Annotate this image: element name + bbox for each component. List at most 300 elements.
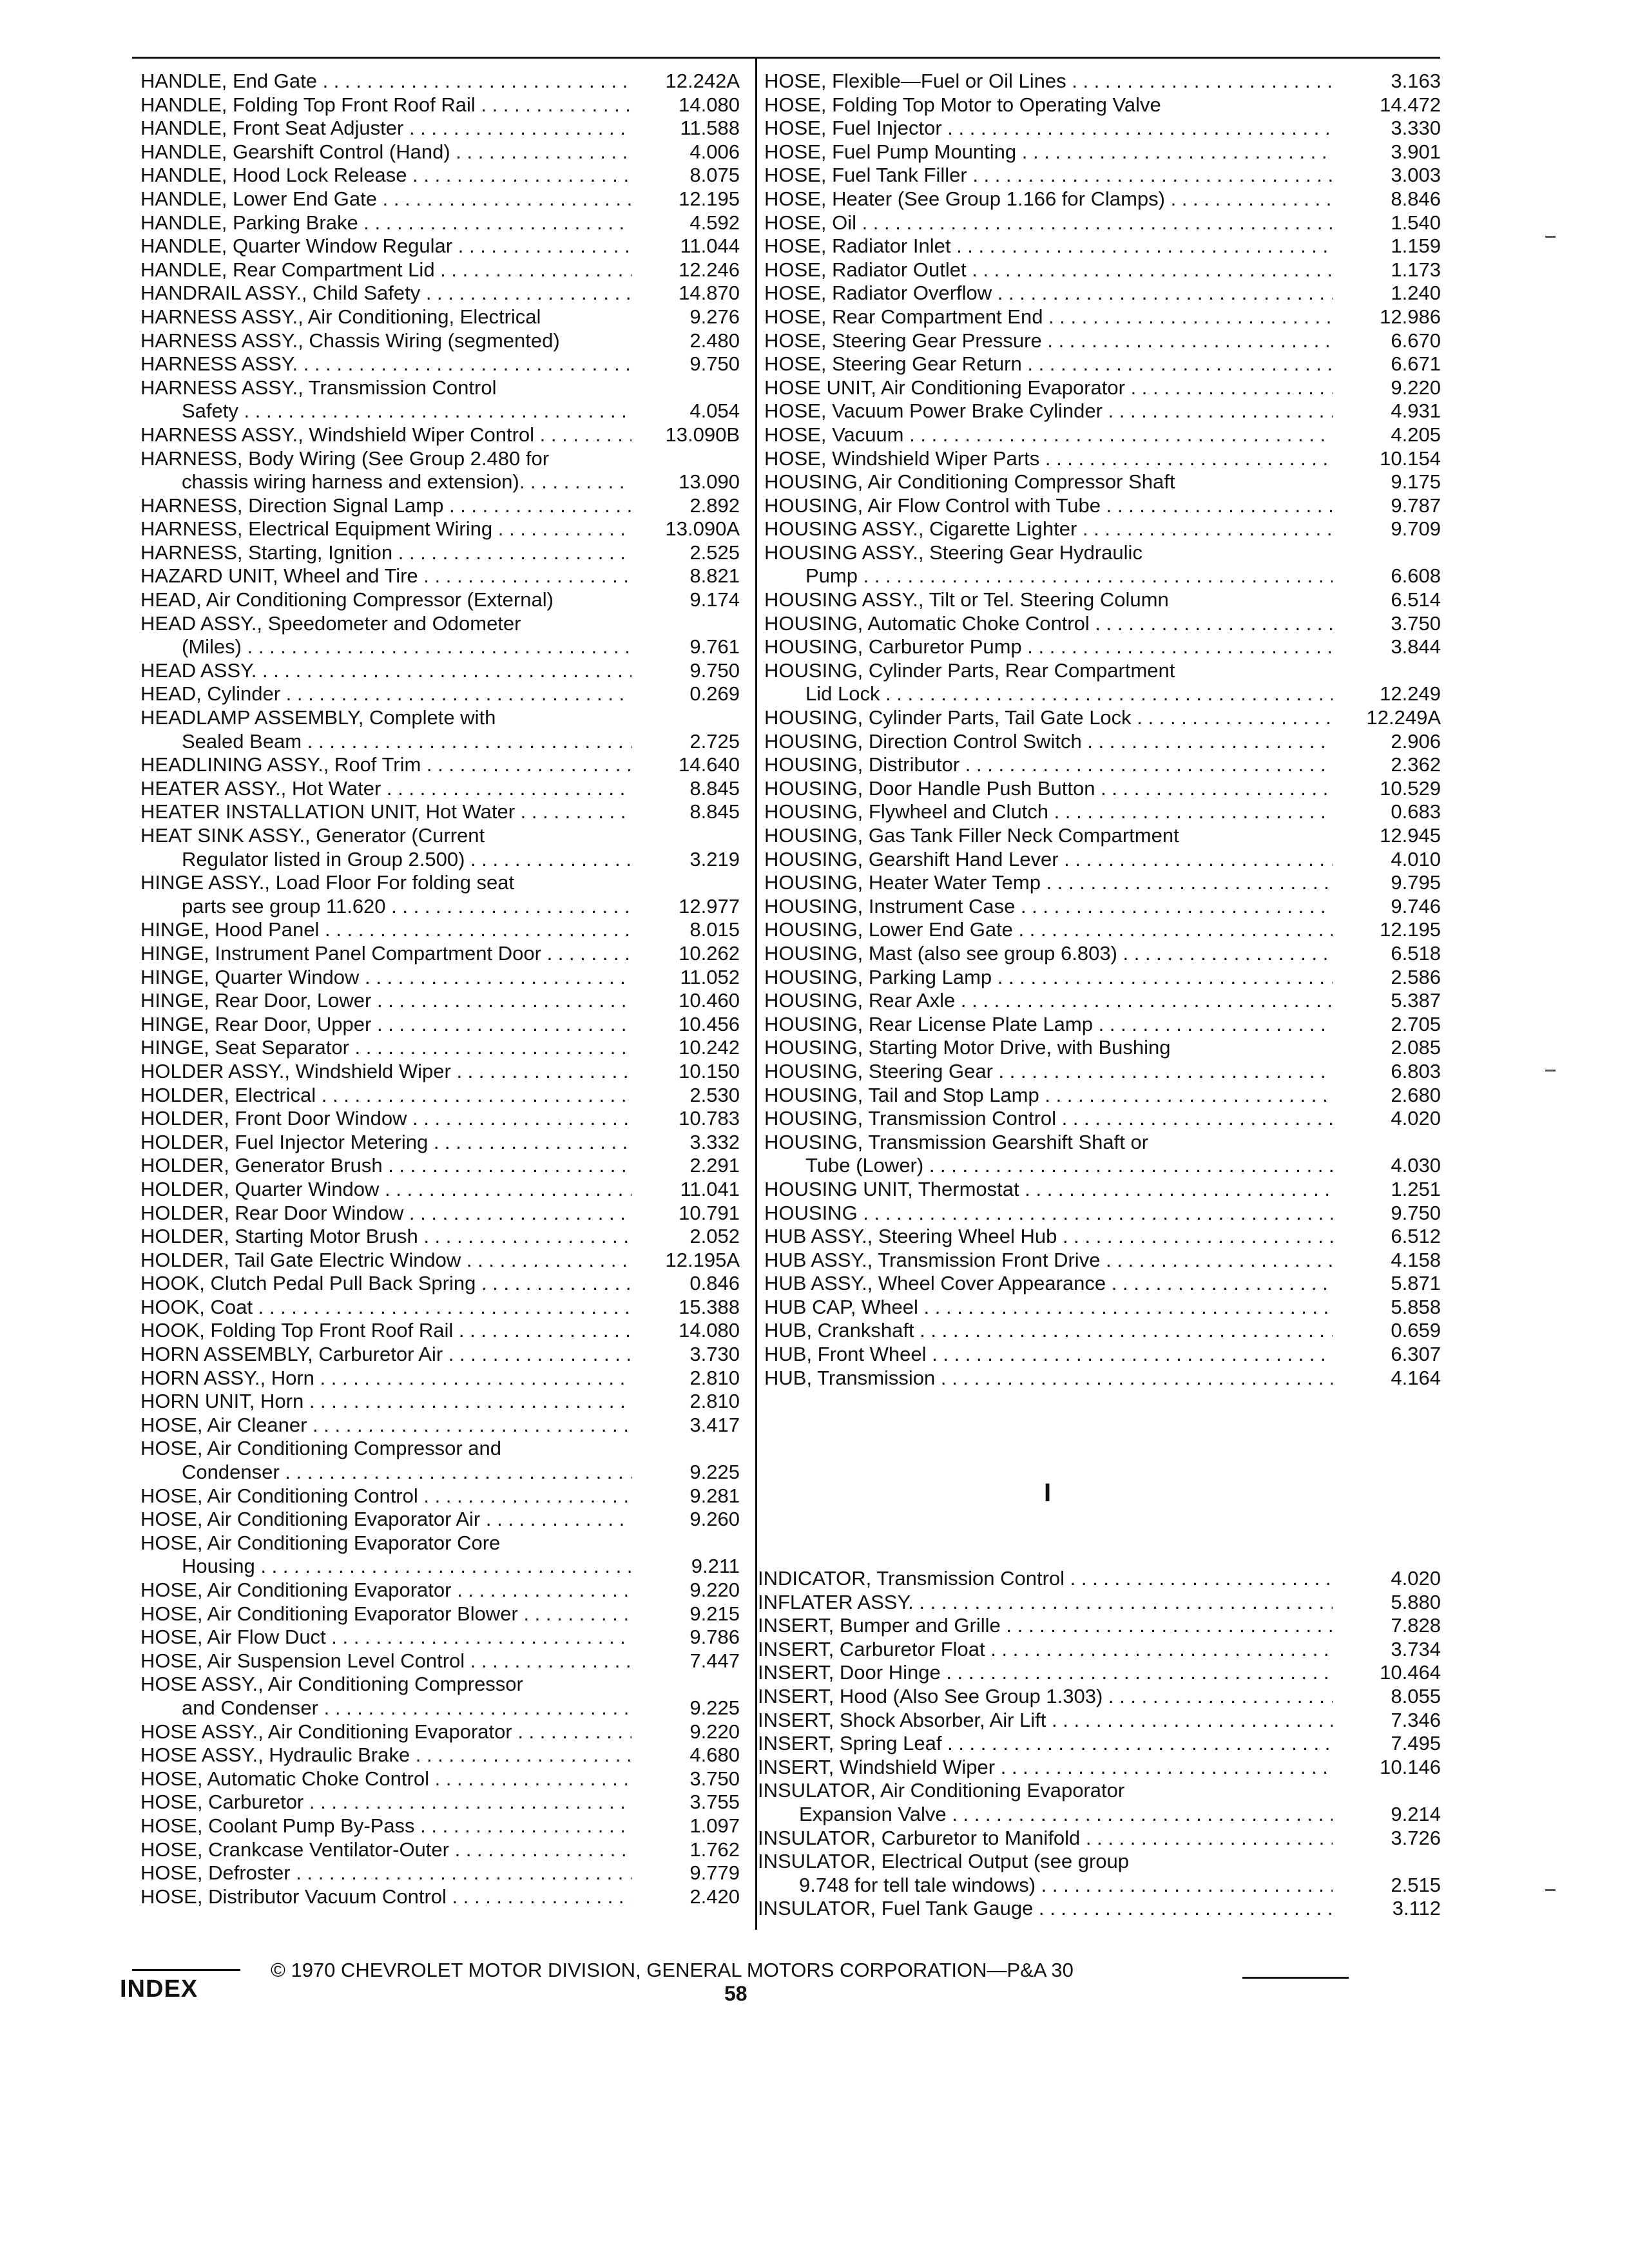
- entry-name: HEAD ASSY. . . .: [140, 659, 631, 683]
- index-entry: [758, 1732, 1441, 1756]
- entry-name: HUB ASSY., Wheel Cover Appearance . . .: [764, 1272, 1333, 1296]
- entry-name: HOSE, Radiator Inlet . . .: [764, 235, 1333, 258]
- index-entry: [140, 1060, 740, 1084]
- top-rule: [132, 57, 1440, 59]
- entry-reference: 8.015: [689, 918, 740, 941]
- entry-name: HOLDER, Electrical . . .: [140, 1084, 631, 1108]
- index-entry: [140, 635, 740, 659]
- column-divider: [755, 58, 757, 1930]
- entry-name: HINGE, Rear Door, Upper . . .: [140, 1013, 631, 1037]
- entry-reference: 1.251: [1391, 1177, 1441, 1200]
- entry-name: HEATER INSTALLATION UNIT, Hot Water . . .: [140, 800, 631, 824]
- entry-reference: 10.783: [679, 1107, 740, 1130]
- entry-reference: 8.821: [689, 564, 740, 588]
- index-entry: [758, 1850, 1441, 1874]
- entry-reference: 2.530: [689, 1083, 740, 1106]
- entry-reference: 4.931: [1391, 399, 1441, 423]
- index-entry: [764, 706, 1441, 730]
- entry-reference: 10.154: [1380, 447, 1441, 470]
- entry-reference: 9.225: [689, 1696, 740, 1719]
- entry-name: HOLDER, Tail Gate Electric Window . . .: [140, 1249, 631, 1273]
- index-entry: [140, 399, 740, 423]
- entry-name: HOSE, Steering Gear Return . . .: [764, 352, 1333, 376]
- entry-name: HANDLE, Parking Brake . . .: [140, 211, 631, 235]
- index-entry: [764, 235, 1441, 258]
- entry-reference: 2.515: [1391, 1873, 1441, 1896]
- index-entry: [140, 1367, 740, 1390]
- index-entry: [764, 1107, 1441, 1131]
- entry-name: Condenser . . .: [140, 1461, 631, 1485]
- entry-name: HOSE, Heater (See Group 1.166 for Clamps) . . .: [764, 187, 1333, 211]
- entry-name: HOUSING, Carburetor Pump . . .: [764, 635, 1333, 659]
- entry-reference: 9.787: [1391, 494, 1441, 517]
- index-entry: [764, 871, 1441, 895]
- entry-reference: 10.464: [1380, 1661, 1441, 1684]
- entry-name: INSULATOR, Air Conditioning Evaporator: [758, 1779, 1125, 1802]
- index-entry: [764, 164, 1441, 187]
- entry-reference: 4.020: [1391, 1567, 1441, 1590]
- index-entry: [764, 117, 1441, 140]
- index-entry: [764, 140, 1441, 164]
- entry-name: HOSE, Oil . . .: [764, 211, 1333, 235]
- entry-reference: 13.090: [679, 470, 740, 494]
- index-entry: [764, 1154, 1441, 1178]
- entry-reference: 1.240: [1391, 282, 1441, 305]
- entry-reference: 8.845: [689, 776, 740, 800]
- entry-reference: 8.055: [1391, 1684, 1441, 1707]
- entry-name: (Miles) . . .: [140, 635, 631, 659]
- entry-name: Expansion Valve . . .: [758, 1803, 1333, 1827]
- index-entry: [764, 1202, 1441, 1225]
- index-entry: [764, 494, 1441, 518]
- entry-name: INDICATOR, Transmission Control . . .: [758, 1567, 1333, 1591]
- entry-reference: 9.220: [689, 1720, 740, 1743]
- entry-name: HUB, Front Wheel . . .: [764, 1343, 1333, 1367]
- entry-reference: 2.810: [689, 1366, 740, 1389]
- entry-reference: 13.090B: [665, 423, 740, 446]
- entry-reference: 5.387: [1391, 989, 1441, 1012]
- entry-reference: 4.006: [689, 140, 740, 163]
- entry-name: HEAD, Air Conditioning Compressor (External): [140, 588, 554, 611]
- entry-name: HOSE, Folding Top Motor to Operating Valve: [764, 93, 1161, 116]
- index-entry: [140, 1319, 740, 1343]
- entry-name: HOUSING, Air Flow Control with Tube . . .: [764, 494, 1333, 518]
- entry-reference: 3.750: [689, 1767, 740, 1790]
- entry-reference: 2.362: [1391, 753, 1441, 776]
- entry-reference: 12.242A: [665, 70, 740, 92]
- entry-reference: 2.052: [689, 1225, 740, 1248]
- entry-name: HOUSING, Cylinder Parts, Rear Compartment: [764, 658, 1175, 682]
- entry-name: HOUSING . . .: [764, 1202, 1333, 1225]
- entry-reference: 2.525: [689, 541, 740, 564]
- index-entry: [140, 800, 740, 824]
- entry-reference: 1.159: [1391, 235, 1441, 258]
- entry-name: HOUSING, Automatic Choke Control . . .: [764, 612, 1333, 636]
- entry-reference: 9.220: [689, 1579, 740, 1601]
- margin-mark: [1545, 236, 1556, 238]
- entry-reference: 1.173: [1391, 258, 1441, 281]
- entry-name: HANDLE, Front Seat Adjuster . . .: [140, 117, 631, 140]
- entry-name: HARNESS, Body Wiring (See Group 2.480 for: [140, 447, 550, 470]
- entry-reference: 7.495: [1391, 1732, 1441, 1755]
- index-entry: [140, 1225, 740, 1249]
- index-entry: [140, 777, 740, 801]
- entry-name: Housing . . .: [140, 1555, 631, 1579]
- index-entry: [764, 800, 1441, 824]
- entry-reference: 9.214: [1391, 1802, 1441, 1825]
- entry-reference: 12.249A: [1366, 706, 1441, 729]
- entry-name: HORN ASSEMBLY, Carburetor Air . . .: [140, 1343, 631, 1367]
- index-entry: [764, 659, 1441, 683]
- entry-name: HOSE, Radiator Outlet . . .: [764, 258, 1333, 282]
- index-entry: [140, 1437, 740, 1461]
- index-entry: [764, 423, 1441, 447]
- entry-name: HARNESS, Direction Signal Lamp . . .: [140, 494, 631, 518]
- entry-name: INSERT, Carburetor Float . . .: [758, 1638, 1333, 1662]
- index-entry: [758, 1874, 1441, 1898]
- entry-name: HOLDER, Starting Motor Brush . . .: [140, 1225, 631, 1249]
- entry-name: HOUSING, Lower End Gate . . .: [764, 918, 1333, 942]
- entry-name: HARNESS ASSY. . . .: [140, 352, 631, 376]
- entry-name: HOSE, Distributor Vacuum Control . . .: [140, 1885, 631, 1909]
- entry-reference: 0.683: [1391, 800, 1441, 823]
- entry-name: HOUSING, Tail and Stop Lamp . . .: [764, 1084, 1333, 1108]
- entry-reference: 9.750: [689, 658, 740, 682]
- entry-name: Regulator listed in Group 2.500) . . .: [140, 848, 631, 872]
- entry-reference: 12.249: [1380, 682, 1441, 706]
- index-entry: [140, 1202, 740, 1225]
- index-entry: [764, 918, 1441, 942]
- index-entry: [764, 352, 1441, 376]
- entry-name: Sealed Beam . . .: [140, 730, 631, 754]
- index-entry: [764, 211, 1441, 235]
- entry-name: HOOK, Folding Top Front Roof Rail . . .: [140, 1319, 631, 1343]
- entry-name: Safety . . .: [140, 399, 631, 423]
- index-entry: [140, 706, 740, 730]
- entry-name: HOUSING, Steering Gear . . .: [764, 1060, 1333, 1084]
- index-entry: [140, 918, 740, 942]
- index-entry: [140, 1131, 740, 1155]
- index-entry: [140, 305, 740, 329]
- entry-reference: 5.858: [1391, 1295, 1441, 1318]
- entry-reference: 3.330: [1391, 117, 1441, 140]
- index-entry: [764, 635, 1441, 659]
- entry-reference: 10.460: [679, 989, 740, 1012]
- index-entry: [140, 966, 740, 990]
- entry-reference: 14.870: [679, 282, 740, 305]
- index-entry: [764, 282, 1441, 305]
- entry-reference: 3.726: [1391, 1826, 1441, 1849]
- entry-reference: 4.054: [689, 399, 740, 423]
- entry-name: HEAT SINK ASSY., Generator (Current: [140, 824, 485, 847]
- footer-rule-left: [132, 1969, 240, 1971]
- index-entry: [140, 1178, 740, 1202]
- index-entry: [140, 1272, 740, 1296]
- entry-name: HOUSING, Distributor . . .: [764, 753, 1333, 777]
- entry-reference: 14.472: [1380, 93, 1441, 116]
- entry-reference: 4.158: [1391, 1248, 1441, 1271]
- entry-name: HUB, Crankshaft . . .: [764, 1319, 1333, 1343]
- entry-reference: 13.090A: [665, 517, 740, 541]
- entry-reference: 9.260: [689, 1508, 740, 1531]
- entry-name: HANDLE, Rear Compartment Lid . . .: [140, 258, 631, 282]
- entry-reference: 6.307: [1391, 1343, 1441, 1366]
- index-entry: [140, 211, 740, 235]
- entry-name: INSERT, Shock Absorber, Air Lift . . .: [758, 1709, 1333, 1733]
- entry-reference: 6.670: [1391, 329, 1441, 352]
- index-entry: [140, 447, 740, 471]
- entry-name: HOSE ASSY., Air Conditioning Evaporator . . .: [140, 1720, 631, 1744]
- index-entry: [758, 1779, 1441, 1803]
- entry-name: HINGE, Rear Door, Lower . . .: [140, 989, 631, 1013]
- index-entry: [764, 399, 1441, 423]
- entry-reference: 9.215: [689, 1602, 740, 1625]
- entry-reference: 3.901: [1391, 140, 1441, 163]
- index-entry: [764, 305, 1441, 329]
- index-entry: [140, 282, 740, 305]
- entry-name: HOUSING ASSY., Tilt or Tel. Steering Column: [764, 588, 1169, 611]
- entry-name: HOUSING, Parking Lamp . . .: [764, 966, 1333, 990]
- entry-reference: 8.075: [689, 164, 740, 187]
- entry-reference: 2.906: [1391, 729, 1441, 753]
- entry-reference: 5.880: [1391, 1590, 1441, 1613]
- entry-name: HOLDER, Generator Brush . . .: [140, 1154, 631, 1178]
- entry-name: HOUSING, Transmission Control . . .: [764, 1107, 1333, 1131]
- index-entry: [764, 612, 1441, 636]
- entry-reference: 3.734: [1391, 1637, 1441, 1660]
- index-entry: [140, 235, 740, 258]
- entry-name: HOUSING ASSY., Cigarette Lighter . . .: [764, 517, 1333, 541]
- entry-name: HARNESS ASSY., Windshield Wiper Control . . .: [140, 423, 631, 447]
- entry-reference: 10.456: [679, 1012, 740, 1035]
- index-entry: [764, 447, 1441, 471]
- index-entry: [764, 517, 1441, 541]
- index-entry: [140, 1744, 740, 1767]
- entry-name: HOSE, Rear Compartment End . . .: [764, 305, 1333, 329]
- entry-reference: 2.705: [1391, 1012, 1441, 1035]
- index-entry: [140, 1296, 740, 1320]
- entry-name: HANDLE, Lower End Gate . . .: [140, 187, 631, 211]
- entry-name: HOOK, Coat . . .: [140, 1296, 631, 1320]
- entry-name: INSULATOR, Fuel Tank Gauge . . .: [758, 1897, 1333, 1921]
- index-entry: [764, 541, 1441, 565]
- entry-name: HOUSING UNIT, Thermostat . . .: [764, 1178, 1333, 1202]
- entry-name: HOSE, Air Conditioning Evaporator Core: [140, 1531, 501, 1554]
- entry-reference: 5.871: [1391, 1272, 1441, 1295]
- index-entry: [758, 1567, 1441, 1591]
- index-entry: [140, 541, 740, 565]
- entry-reference: 2.892: [689, 494, 740, 517]
- index-entry: [140, 989, 740, 1013]
- entry-name: HANDRAIL ASSY., Child Safety . . .: [140, 282, 631, 305]
- entry-name: HOUSING, Direction Control Switch . . .: [764, 730, 1333, 754]
- entry-name: HOSE, Steering Gear Pressure . . .: [764, 329, 1333, 353]
- index-entry: [140, 1036, 740, 1060]
- entry-reference: 3.163: [1391, 70, 1441, 92]
- index-entry: [140, 588, 740, 612]
- index-entry: [140, 140, 740, 164]
- index-entry: [140, 1602, 740, 1626]
- entry-reference: 15.388: [679, 1295, 740, 1318]
- entry-reference: 9.211: [691, 1555, 740, 1578]
- entry-name: HUB ASSY., Transmission Front Drive . . .: [764, 1249, 1333, 1273]
- entry-name: HINGE ASSY., Load Floor For folding seat: [140, 871, 515, 894]
- entry-name: HANDLE, Hood Lock Release . . .: [140, 164, 631, 187]
- index-entry: [764, 376, 1441, 400]
- entry-reference: 9.795: [1391, 871, 1441, 894]
- index-entry: [764, 1131, 1441, 1155]
- index-entry: [764, 682, 1441, 706]
- entry-name: INSULATOR, Electrical Output (see group: [758, 1850, 1130, 1873]
- entry-reference: 3.112: [1392, 1897, 1441, 1920]
- index-entry: [764, 753, 1441, 777]
- entry-reference: 12.195: [679, 187, 740, 210]
- entry-name: HOSE, Crankcase Ventilator-Outer . . .: [140, 1838, 631, 1862]
- index-entry: [140, 753, 740, 777]
- entry-reference: 10.529: [1380, 776, 1441, 800]
- entry-name: HEAD, Cylinder . . .: [140, 682, 631, 706]
- entry-reference: 12.977: [679, 894, 740, 918]
- entry-reference: 7.447: [689, 1649, 740, 1672]
- entry-name: INSULATOR, Carburetor to Manifold . . .: [758, 1827, 1333, 1850]
- entry-reference: 12.195A: [665, 1248, 740, 1271]
- entry-reference: 9.750: [1391, 1201, 1441, 1224]
- index-entry: [140, 942, 740, 966]
- index-entry: [764, 1178, 1441, 1202]
- entry-name: HOSE, Air Flow Duct . . .: [140, 1626, 631, 1649]
- index-entry: [140, 376, 740, 400]
- entry-reference: 3.844: [1391, 635, 1441, 658]
- entry-name: INFLATER ASSY. . . .: [758, 1591, 1333, 1615]
- index-entry: [764, 824, 1441, 848]
- entry-reference: 3.219: [689, 847, 740, 870]
- index-entry: [140, 164, 740, 187]
- entry-reference: 12.945: [1380, 824, 1441, 847]
- entry-reference: 2.725: [689, 729, 740, 753]
- index-entry: [758, 1685, 1441, 1709]
- entry-reference: 9.786: [689, 1626, 740, 1649]
- entry-name: Lid Lock . . .: [764, 682, 1333, 706]
- index-entry: [758, 1756, 1441, 1780]
- index-entry: [140, 1838, 740, 1862]
- entry-reference: 12.246: [679, 258, 740, 281]
- page-number: 58: [724, 1982, 747, 2005]
- entry-name: HOSE, Fuel Injector . . .: [764, 117, 1333, 140]
- index-entry: [140, 70, 740, 93]
- entry-name: HANDLE, End Gate . . .: [140, 70, 631, 93]
- entry-reference: 6.512: [1391, 1225, 1441, 1248]
- entry-name: HEATER ASSY., Hot Water . . .: [140, 777, 631, 801]
- entry-reference: 14.080: [679, 1319, 740, 1342]
- entry-name: HOUSING, Gas Tank Filler Neck Compartment: [764, 824, 1179, 847]
- entry-name: HUB ASSY., Steering Wheel Hub . . .: [764, 1225, 1333, 1249]
- index-entry: [140, 1013, 740, 1037]
- entry-name: HOOK, Clutch Pedal Pull Back Spring . . .: [140, 1272, 631, 1296]
- entry-name: HOLDER, Quarter Window . . .: [140, 1178, 631, 1202]
- entry-name: INSERT, Door Hinge . . .: [758, 1661, 1333, 1685]
- entry-name: INSERT, Spring Leaf . . .: [758, 1732, 1333, 1756]
- entry-name: INSERT, Bumper and Grille . . .: [758, 1614, 1333, 1638]
- margin-mark: [1545, 1070, 1556, 1072]
- index-entry: [140, 1720, 740, 1744]
- entry-name: HOSE, Automatic Choke Control . . .: [140, 1767, 631, 1791]
- index-entry: [140, 1532, 740, 1555]
- entry-name: INSERT, Hood (Also See Group 1.303) . . .: [758, 1685, 1333, 1709]
- index-entry: [140, 1814, 740, 1838]
- index-column-left: [140, 70, 740, 1908]
- index-entry: [140, 1249, 740, 1273]
- entry-name: HOSE, Vacuum Power Brake Cylinder . . .: [764, 399, 1333, 423]
- index-entry: [764, 1319, 1441, 1343]
- index-entry: [764, 1013, 1441, 1037]
- index-entry: [764, 1272, 1441, 1296]
- index-entry: [764, 258, 1441, 282]
- index-entry: [140, 93, 740, 117]
- entry-reference: 9.220: [1391, 376, 1441, 399]
- index-entry: [140, 1579, 740, 1602]
- entry-name: HOSE, Air Conditioning Compressor and: [140, 1437, 501, 1460]
- entry-reference: 14.080: [679, 93, 740, 116]
- entry-name: HOSE, Carburetor . . .: [140, 1791, 631, 1814]
- index-entry: [140, 1343, 740, 1367]
- entry-name: Pump . . .: [764, 564, 1333, 588]
- entry-name: 9.748 for tell tale windows) . . .: [758, 1874, 1333, 1898]
- index-entry: [758, 1614, 1441, 1638]
- index-entry: [140, 1555, 740, 1579]
- entry-name: HINGE, Seat Separator . . .: [140, 1036, 631, 1060]
- index-entry: [140, 848, 740, 872]
- index-entry: [140, 1791, 740, 1814]
- entry-name: HOSE, Air Suspension Level Control . . .: [140, 1649, 631, 1673]
- index-entry: [140, 1885, 740, 1909]
- entry-name: HOLDER, Fuel Injector Metering . . .: [140, 1131, 631, 1155]
- index-entry: [764, 1060, 1441, 1084]
- entry-reference: 4.010: [1391, 847, 1441, 870]
- index-entry: [764, 329, 1441, 353]
- index-entry: [758, 1709, 1441, 1733]
- index-entry: [764, 989, 1441, 1013]
- entry-name: HEADLAMP ASSEMBLY, Complete with: [140, 706, 496, 729]
- index-entry: [764, 470, 1441, 494]
- entry-name: HOSE, Air Conditioning Evaporator . . .: [140, 1579, 631, 1602]
- entry-name: HOSE ASSY., Hydraulic Brake . . .: [140, 1744, 631, 1767]
- index-entry: [140, 895, 740, 919]
- entry-name: HARNESS, Electrical Equipment Wiring . . .: [140, 517, 631, 541]
- entry-name: HOSE, Air Cleaner . . .: [140, 1414, 631, 1437]
- entry-reference: 1.762: [689, 1838, 740, 1861]
- entry-reference: 9.761: [689, 635, 740, 658]
- entry-name: HOSE, Vacuum . . .: [764, 423, 1333, 447]
- entry-name: HOSE, Flexible—Fuel or Oil Lines . . .: [764, 70, 1333, 93]
- index-entry: [764, 588, 1441, 612]
- entry-reference: 6.514: [1391, 588, 1441, 611]
- entry-name: HOUSING, Gearshift Hand Lever . . .: [764, 848, 1333, 872]
- entry-reference: 4.164: [1391, 1366, 1441, 1389]
- entry-name: HOSE ASSY., Air Conditioning Compressor: [140, 1673, 523, 1696]
- entry-reference: 3.730: [689, 1343, 740, 1366]
- entry-reference: 9.175: [1391, 470, 1441, 494]
- index-entry: [764, 895, 1441, 919]
- entry-reference: 10.791: [679, 1201, 740, 1224]
- entry-reference: 8.846: [1391, 187, 1441, 210]
- index-entry: [764, 187, 1441, 211]
- footer-section-label: INDEX: [120, 1975, 198, 2003]
- index-entry: [140, 1414, 740, 1437]
- entry-reference: 4.205: [1391, 423, 1441, 446]
- entry-reference: 12.986: [1380, 305, 1441, 328]
- entry-reference: 11.052: [680, 965, 740, 988]
- entry-name: parts see group 11.620 . . .: [140, 895, 631, 919]
